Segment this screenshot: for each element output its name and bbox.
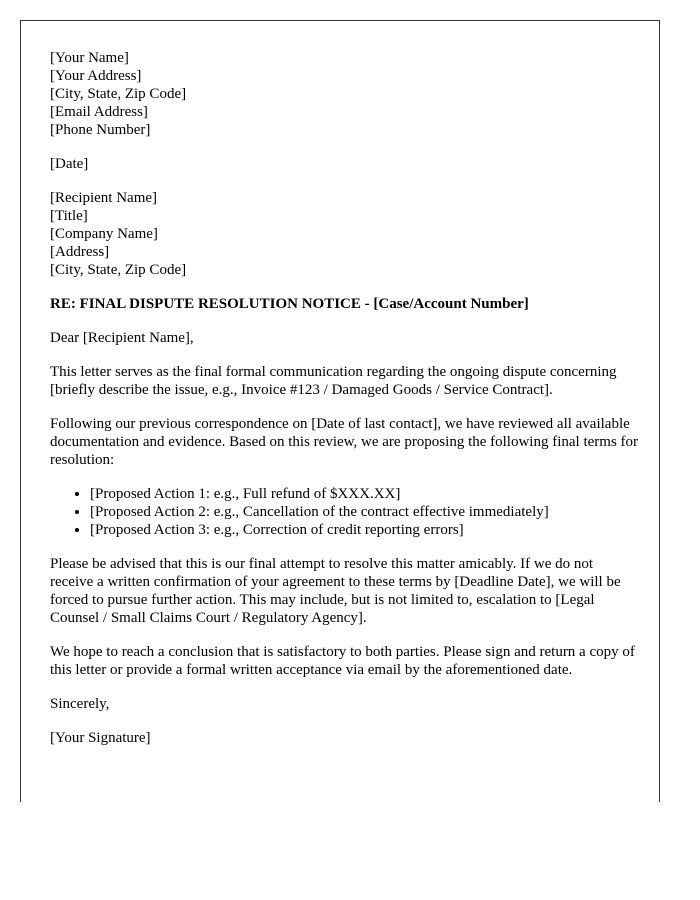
signature: [Your Signature] [50,730,151,746]
recipient-title: [Title] [50,208,88,224]
sender-email: [Email Address] [50,104,148,120]
date-text: [Date] [50,156,89,172]
proposed-actions-list [50,485,640,539]
paragraph-intro: This letter serves as the final formal communication regarding the ongoing dispute concerning [briefly describe the issue, e.g., Invoice #123 / Damaged Goods / Service Contract]. [50,364,617,398]
sender-address [50,49,640,139]
recipient-city: [City, State, Zip Code] [50,262,187,278]
letter-date [50,155,640,173]
list-item: • [Proposed Action 3: e.g., Correction of credit reporting errors] [90,521,640,539]
paragraph-review: Following our previous correspondence on [Date of last contact], we have reviewed all available documentation and evidence. Based on this review, we are proposing the following final terms for resolution: [50,416,639,468]
recipient-street: [Address] [50,244,110,260]
salutation: Dear [Recipient Name], [50,330,194,346]
signoff: Sincerely, [50,696,110,712]
recipient-company: [Company Name] [50,226,158,242]
sender-phone: [Phone Number] [50,122,151,138]
list-item: • [Proposed Action 1: e.g., Full refund of $XXX.XX] [90,485,640,503]
paragraph-conclusion: We hope to reach a conclusion that is satisfactory to both parties. Please sign and return a copy of this letter or provide a formal written acceptance via email by the aforementioned date. [50,644,635,678]
paragraph-warning: Please be advised that this is our final attempt to resolve this matter amicably. If we do not receive a written confirmation of your agreement to these terms by [Deadline Date], we will be forced to pursue further action. This may include, but is not limited to, escalation to [Legal Counsel / Small Claims Court / Regulatory Agency]. [50,556,621,626]
sender-city: [City, State, Zip Code] [50,86,187,102]
recipient-name: [Recipient Name] [50,190,158,206]
subject-line: RE: FINAL DISPUTE RESOLUTION NOTICE - [Case/Account Number] [50,296,529,312]
letter-page [20,20,660,802]
letter-body [50,49,640,763]
sender-name: [Your Name] [50,50,129,66]
list-item: • [Proposed Action 2: e.g., Cancellation of the contract effective immediately] [90,503,640,521]
recipient-address [50,189,640,279]
sender-street: [Your Address] [50,68,142,84]
